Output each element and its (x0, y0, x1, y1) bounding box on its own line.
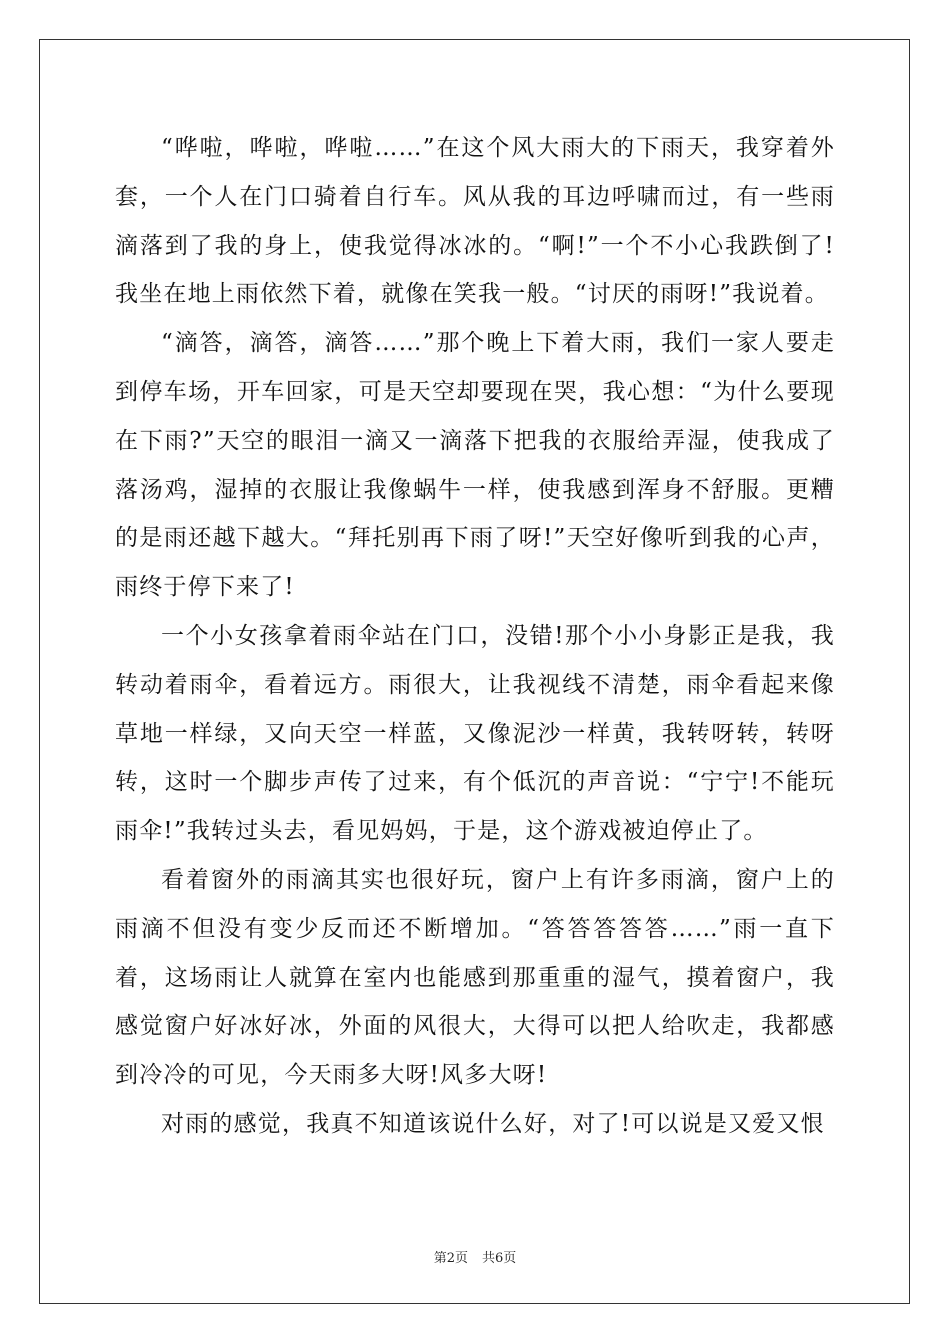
page-footer (0, 1247, 950, 1266)
page-total: 共6页 (482, 1251, 517, 1266)
page-number: 第2页 (433, 1251, 468, 1266)
paragraph-2: “滴答，滴答，滴答……”那个晚上下着大雨，我们一家人要走到停车场，开车回家，可是天空却要现在哭，我心想：“为什么要现在下雨?”天空的眼泪一滴又一滴落下把我的衣服给弄湿，使我成了落汤鸡，湿掉的衣服让我像蜗牛一样，使我感到浑身不舒服。更糟的是雨还越下越大。“拜托别再下雨了呀!”天空好像听到我的心声，雨终于停下来了! (115, 330, 835, 601)
paragraph-3: 一个小女孩拿着雨伞站在门口，没错!那个小小身影正是我，我转动着雨伞，看着远方。雨很大，让我视线不清楚，雨伞看起来像草地一样绿，又向天空一样蓝，又像泥沙一样黄，我转呀转，转呀转，这时一个脚步声传了过来，有个低沉的声音说：“宁宁!不能玩雨伞!”我转过头去，看见妈妈，于是，这个游戏被迫停止了。 (115, 622, 835, 845)
document-body (115, 124, 835, 1149)
paragraph-5: 对雨的感觉，我真不知道该说什么好，对了!可以说是又爱又恨 (161, 1110, 825, 1137)
paragraph-1: “哗啦，哗啦，哗啦……”在这个风大雨大的下雨天，我穿着外套，一个人在门口骑着自行车。风从我的耳边呼啸而过，有一些雨滴落到了我的身上，使我觉得冰冰的。“啊!”一个不小心我跌倒了!我坐在地上雨依然下着，就像在笑我一般。“讨厌的雨呀!”我说着。 (115, 135, 835, 308)
paragraph-4: 看着窗外的雨滴其实也很好玩，窗户上有许多雨滴，窗户上的雨滴不但没有变少反而还不断增加。“答答答答答……”雨一直下着，这场雨让人就算在室内也能感到那重重的湿气，摸着窗户，我感觉窗户好冰好冰，外面的风很大，大得可以把人给吹走，我都感到冷冷的可见，今天雨多大呀!风多大呀! (115, 866, 835, 1089)
